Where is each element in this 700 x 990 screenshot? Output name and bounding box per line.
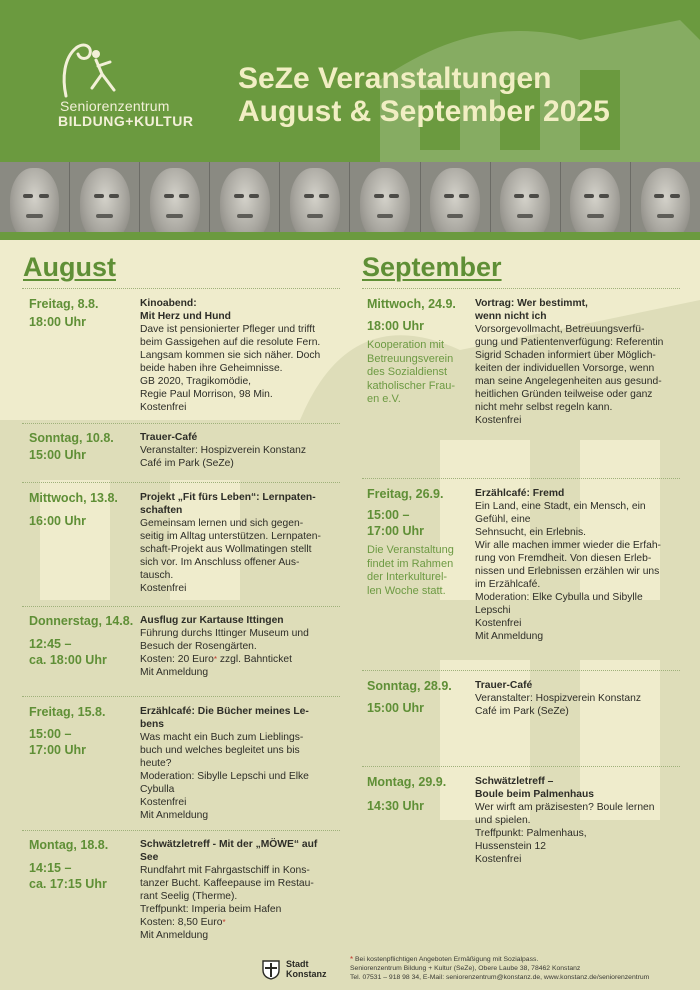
event-date: Donnerstag, 14.8. [29,614,134,628]
event-description: Erzählcafé: Fremd Ein Land, eine Stadt, ein Mensch, ein Gefühl, eine Sehnsucht, ein Erlebnis. Wir alle machen immer wieder die Erfah- rung von Fremdheit. Von diesen Erleb- nissen und Erlebnissen erzählen wir uns im Erzählcafé. Moderation: Elke Cybulla und Sibylle Lepschi Kostenfrei Mit Anmeldung [475,488,661,642]
header [0,0,700,162]
event-time: 15:00 – [29,727,72,741]
event-time-end: 17:00 Uhr [367,524,424,538]
event-time: 16:00 Uhr [29,514,86,528]
event-description: Trauer-Café Veranstalter: Hospizverein Konstanz Café im Park (SeZe) [475,680,641,717]
event-time-end: 17:00 Uhr [29,743,86,757]
cost-line: Kosten: 8,50 Euro* [140,917,226,928]
event-date: Freitag, 26.9. [367,487,444,501]
event-note: Die Veranstaltung findet im Rahmen der Interkulturel- len Woche statt. [367,544,454,597]
stadt-konstanz-logo: Stadt Konstanz [262,958,342,982]
portrait [491,162,561,232]
portrait-strip [0,162,700,232]
divider [22,423,340,425]
september-heading: September [362,252,502,282]
portrait [561,162,631,232]
divider [362,478,680,480]
event-time-end: ca. 17:15 Uhr [29,877,107,891]
event-description: Vortrag: Wer bestimmt, wenn nicht ich Vorsorgevollmacht, Betreuungsverfü- gung und Patientenverfügung: Referentin Sigrid Schaden informiert über Möglich- keiten der individuellen Vorsorge, wenn man seine Angelegenheiten aus gesund- heitlichen Gründen teilweise oder ganz nicht mehr selbst regeln kann. Kostenfrei [475,298,664,426]
event-date: Montag, 29.9. [367,775,447,789]
event-time: 15:00 Uhr [29,448,86,462]
event-date: Montag, 18.8. [29,838,109,852]
divider [22,696,340,698]
divider [22,830,340,832]
event-description: Erzählcafé: Die Bücher meines Le- bens Was macht ein Buch zum Lieblings- buch und welches begleitet uns bis heute? Moderation: Sibylle Lepschi und Elke Cybulla Kostenfrei Mit Anmeldung [140,706,309,821]
city-shield-icon [262,960,280,980]
event-description: Projekt „Fit fürs Leben“: Lernpaten- schaften Gemeinsam lernen und sich gegen- seitig im Alltag unterstützen. Lernpaten- schaft-Projekt aus Wollmatingen stellt sich vor. Im Anschluss offener Aus- tausch. Kostenfrei [140,492,321,594]
event-description: Trauer-Café Veranstalter: Hospizverein Konstanz Café im Park (SeZe) [140,432,306,469]
event-description: Schwätzletreff - Mit der „MÖWE“ auf See Rundfahrt mit Fahrgastschiff in Kons- tanzer Bucht. Kaffeepause im Restau- rant Seelig (Therme). Treffpunkt: Imperia beim Hafen Kosten: 8,50 Euro* Mit Anmeldung [140,838,340,942]
event-time: 18:00 Uhr [367,319,424,333]
logo-line2: BILDUNG+KULTUR [58,113,194,129]
event-date: Sonntag, 10.8. [29,431,114,445]
divider [362,670,680,672]
event-time: 14:15 – [29,861,72,875]
event-description: Kinoabend: Mit Herz und Hund Dave ist pensionierter Pfleger und trifft beim Gassigehen auf die resolute Fern. Langsam kommen sie sich näher. Doch beide haben ihre Geheimnisse. GB 2020, Tragikomödie, Regie Paul Morrison, 98 Min. Kostenfrei [140,298,321,413]
dancer-logo-icon [56,40,116,98]
seze-logo [56,40,216,135]
event-time: 14:30 Uhr [367,799,424,813]
footnote: * Bei kostenpflichtigen Angeboten Ermäßigung mit Sozialpass. Seniorenzentrum Bildung + Kultur (SeZe), Obere Laube 38, 78462 Konstanz Tel. 07531 – 918 98 34, E-Mail: seniorenzentrum@konstanz.de, www.konstanz.de/seniorenzentrum [350,955,650,981]
divider [22,288,340,290]
divider [362,288,680,290]
page-title: SeZe Veranstaltungen August & September 2025 [238,62,610,128]
event-description: Ausflug zur Kartause Ittingen Führung durchs Ittinger Museum und Besuch der Rosengärten. Kosten: 20 Euro* zzgl. Bahnticket Mit Anmeldung [140,614,340,679]
event-date: Mittwoch, 24.9. [367,297,456,311]
portrait [421,162,491,232]
portrait [210,162,280,232]
event-date: Freitag, 15.8. [29,705,106,719]
divider [22,606,340,608]
portrait [140,162,210,232]
event-date: Mittwoch, 13.8. [29,491,118,505]
portrait [70,162,140,232]
event-time: 15:00 – [367,508,410,522]
divider [22,482,340,484]
event-note: Kooperation mit Betreuungsverein des Sozialdienst katholischer Frau- en e.V. [367,339,456,405]
august-heading: August [23,252,116,282]
portrait [631,162,700,232]
divider [362,766,680,768]
portrait [280,162,350,232]
portrait [0,162,70,232]
event-time: 12:45 – [29,637,72,651]
event-date: Freitag, 8.8. [29,297,99,311]
event-description: Schwätzletreff – Boule beim Palmenhaus Wer wirft am präzisesten? Boule lernen und spielen. Treffpunkt: Palmenhaus, Hussenstein 12 Kostenfrei [475,776,655,865]
portrait [350,162,420,232]
event-time: 18:00 Uhr [29,315,86,329]
event-time-end: ca. 18:00 Uhr [29,653,107,667]
event-time: 15:00 Uhr [367,701,424,715]
logo-line1: Seniorenzentrum [60,98,170,114]
header-divider [0,232,700,240]
event-date: Sonntag, 28.9. [367,679,452,693]
cost-line: Kosten: 20 Euro* zzgl. Bahnticket [140,654,292,665]
